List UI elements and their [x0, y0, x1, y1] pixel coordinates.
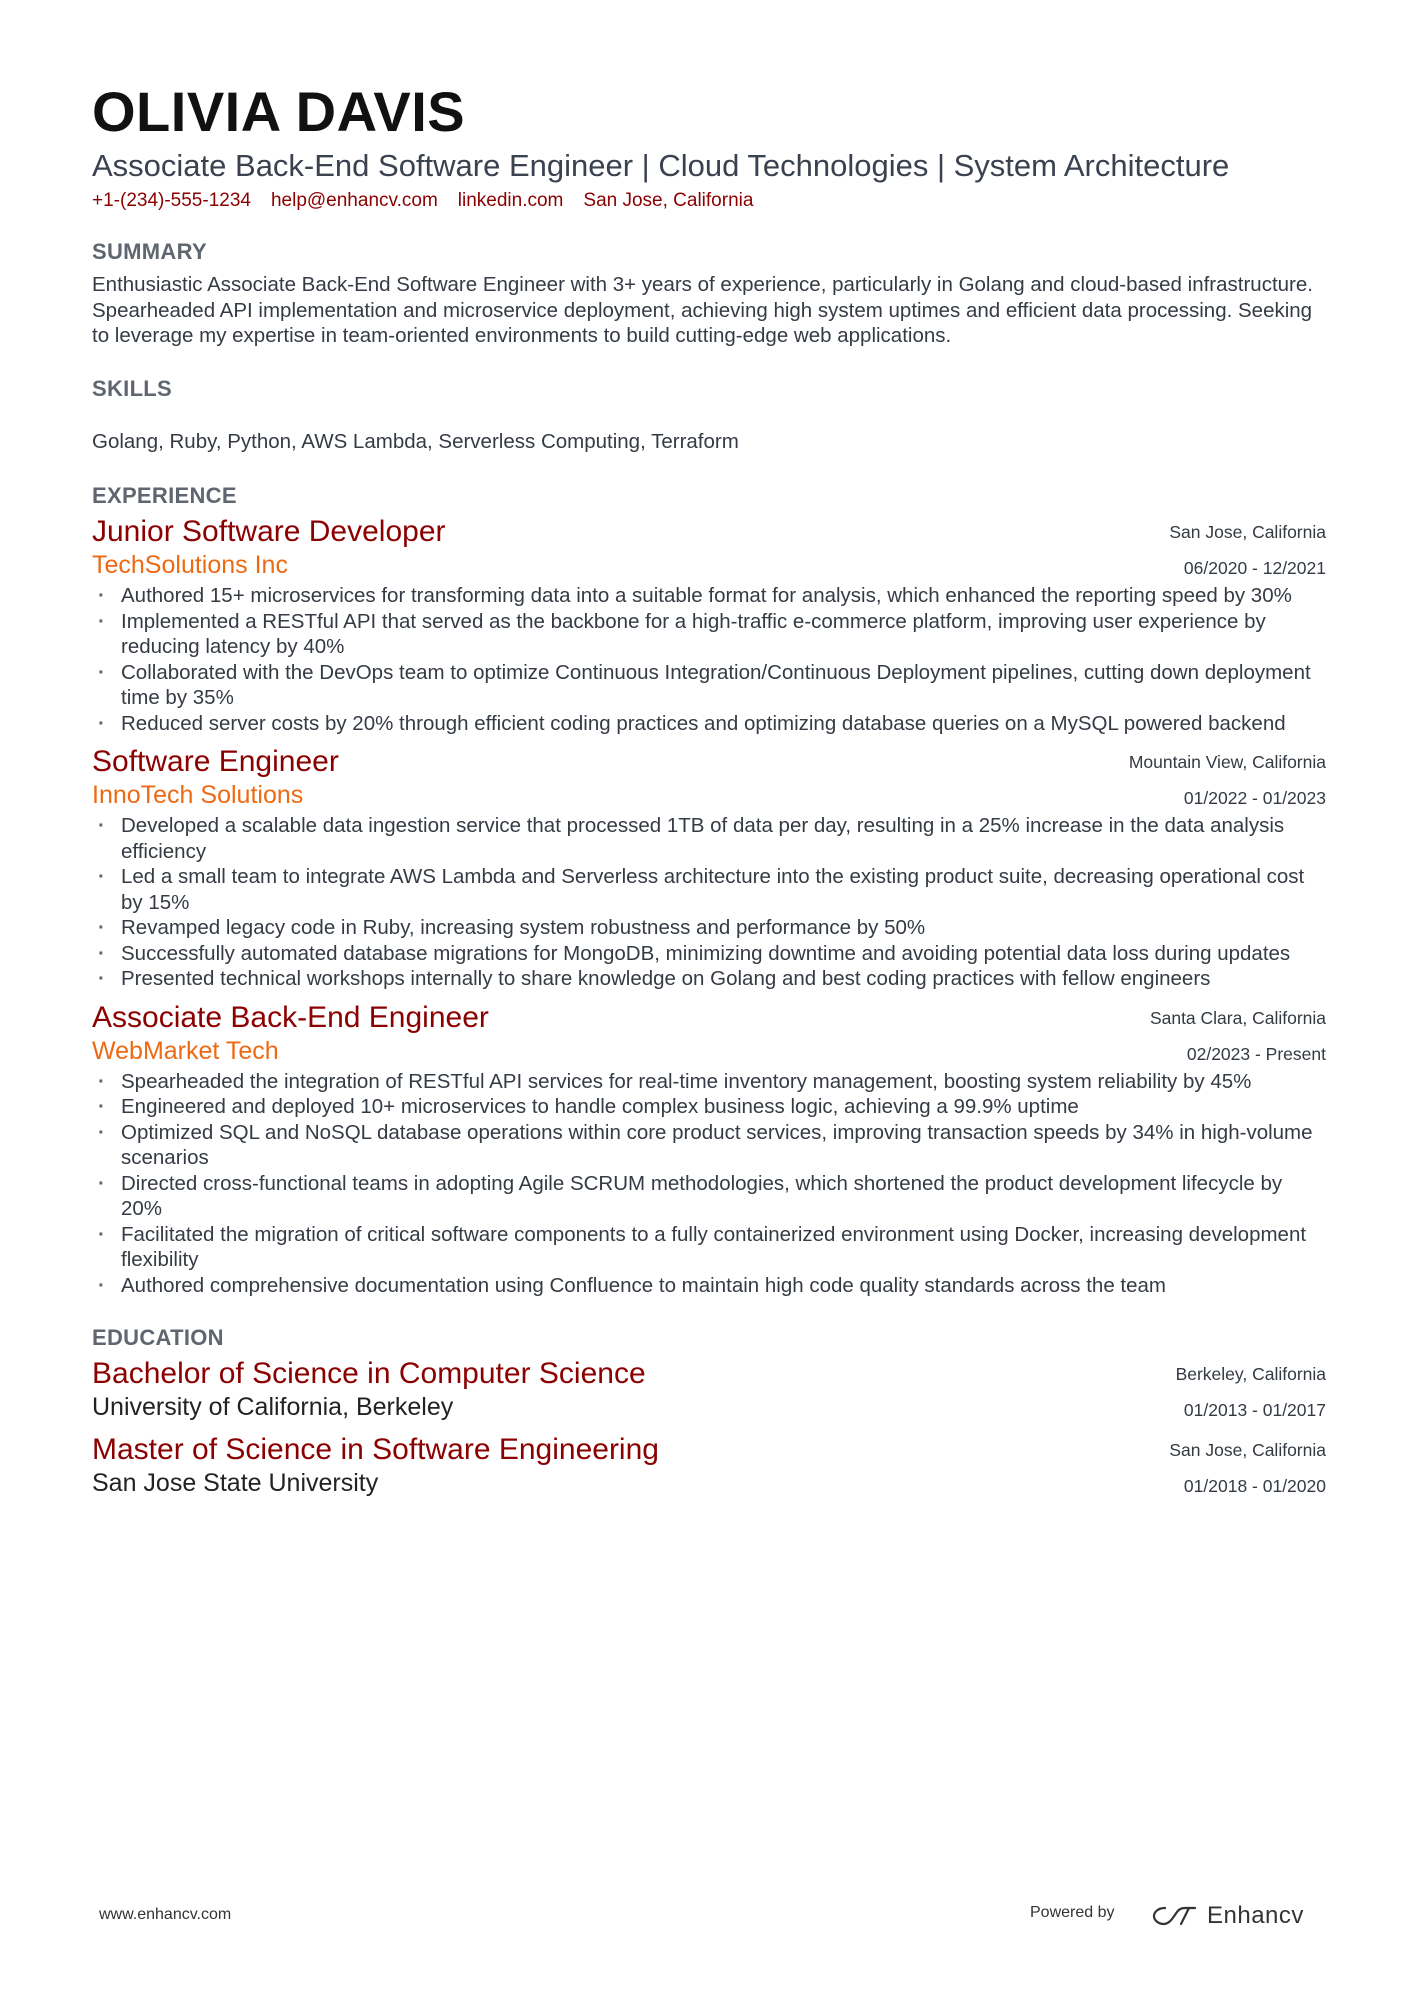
resume-page	[92, 80, 1326, 1498]
experience-heading: EXPERIENCE	[92, 483, 237, 508]
bullet-item: · Implemented a RESTful API that served as the backbone for a high-traffic e-commerce platform, improving user experience by reducing latency by 40%	[92, 609, 1326, 660]
bullet-item: · Presented technical workshops internally to share knowledge on Golang and best coding practices with fellow engineers	[92, 966, 1326, 992]
experience-section	[92, 482, 1326, 1298]
summary-heading: SUMMARY	[92, 239, 207, 264]
education-heading: EDUCATION	[92, 1325, 224, 1350]
skills-text: Golang, Ruby, Python, AWS Lambda, Serverless Computing, Terraform	[92, 429, 739, 453]
summary-section	[92, 238, 1326, 349]
company-name: InnoTech Solutions	[92, 781, 304, 809]
bullet-item: · Reduced server costs by 20% through efficient coding practices and optimizing database queries on a MySQL powered backend	[92, 711, 1326, 737]
bullet-item: · Directed cross-functional teams in adopting Agile SCRUM methodologies, which shortened the product development lifecycle by 20%	[92, 1171, 1326, 1222]
job-meta	[1150, 1000, 1326, 1072]
enhancv-logo[interactable]	[1151, 1902, 1304, 1930]
job-dates: 06/2020 - 12/2021	[1183, 558, 1326, 578]
education-meta	[1176, 1356, 1326, 1428]
education-dates: 01/2013 - 01/2017	[1183, 1400, 1326, 1420]
bullet-item: · Developed a scalable data ingestion service that processed 1TB of data per day, resulting in a 25% increase in the data analysis efficiency	[92, 813, 1326, 864]
job-location: San Jose, California	[1169, 522, 1326, 542]
experience-entry	[92, 744, 1326, 992]
bullet-item: · Spearheaded the integration of RESTful API services for real-time inventory management, boosting system reliability by 45%	[92, 1069, 1326, 1095]
education-meta	[1169, 1432, 1326, 1504]
bullet-item: · Authored comprehensive documentation using Confluence to maintain high code quality standards across the team	[92, 1273, 1326, 1299]
summary-text: Enthusiastic Associate Back-End Software Engineer with 3+ years of experience, particularly in Golang and cloud-based infrastructure. Spearheaded API implementation and microservice deployment, achieving high system uptimes and efficient data processing. Seeking to leverage my expertise in team-oriented environments to build cutting-edge web applications.	[92, 273, 1313, 347]
candidate-headline: Associate Back-End Software Engineer | Cloud Technologies | System Architecture	[92, 148, 1230, 183]
job-title: Software Engineer	[92, 745, 339, 778]
job-title: Associate Back-End Engineer	[92, 1000, 489, 1034]
job-dates: 02/2023 - Present	[1186, 1043, 1326, 1064]
footer-website-link[interactable]: www.enhancv.com	[99, 1906, 232, 1923]
bullet-item: · Facilitated the migration of critical software components to a fully containerized environment using Docker, increasing development flexibility	[92, 1222, 1326, 1273]
degree-title: Bachelor of Science in Computer Science	[92, 1357, 646, 1390]
bullet-item: · Revamped legacy code in Ruby, increasing system robustness and performance by 50%	[92, 915, 1326, 941]
bullet-item: · Authored 15+ microservices for transforming data into a suitable format for analysis, which enhanced the reporting speed by 30%	[92, 583, 1326, 609]
contact-linkedin[interactable]: linkedin.com	[457, 190, 564, 211]
job-bullets	[92, 1069, 1326, 1299]
experience-entry	[92, 514, 1326, 736]
company-name: WebMarket Tech	[92, 1036, 279, 1065]
degree-title: Master of Science in Software Engineering	[92, 1433, 659, 1466]
bullet-item: · Led a small team to integrate AWS Lambda and Serverless architecture into the existing product suite, decreasing operational cost by 15%	[92, 864, 1326, 915]
powered-by-label: Powered by	[1030, 1904, 1115, 1921]
enhancv-logo-text: Enhancv	[1207, 1902, 1304, 1929]
job-location: Santa Clara, California	[1149, 1007, 1326, 1028]
job-bullets	[92, 813, 1326, 992]
school-name: University of California, Berkeley	[92, 1393, 454, 1421]
enhancv-logo-icon	[1151, 1902, 1199, 1930]
job-meta	[1129, 744, 1326, 816]
school-name: San Jose State University	[92, 1469, 379, 1497]
bullet-item: · Collaborated with the DevOps team to optimize Continuous Integration/Continuous Deployment pipelines, cutting down deployment time by 35%	[92, 660, 1326, 711]
contact-phone[interactable]: +1-(234)-555-1234	[92, 190, 251, 211]
job-location: Mountain View, California	[1128, 752, 1326, 772]
education-section	[92, 1324, 1326, 1498]
education-location: San Jose, California	[1169, 1440, 1326, 1460]
job-dates: 01/2022 - 01/2023	[1183, 788, 1326, 808]
job-title: Junior Software Developer	[92, 515, 446, 548]
education-entry	[92, 1432, 1326, 1498]
candidate-name: OLIVIA DAVIS	[92, 80, 466, 143]
job-bullets	[92, 583, 1326, 736]
job-meta	[1169, 514, 1326, 586]
experience-entry	[92, 1000, 1326, 1299]
contact-email[interactable]: help@enhancv.com	[270, 190, 438, 211]
bullet-item: · Engineered and deployed 10+ microservices to handle complex business logic, achieving a 99.9% uptime	[92, 1094, 1326, 1120]
bullet-item: · Successfully automated database migrations for MongoDB, minimizing downtime and avoiding potential data loss during updates	[92, 941, 1326, 967]
bullet-item: · Optimized SQL and NoSQL database operations within core product services, improving transaction speeds by 34% in high-volume scenarios	[92, 1120, 1326, 1171]
resume-header	[92, 80, 1326, 214]
education-location: Berkeley, California	[1175, 1364, 1326, 1384]
page-footer	[99, 1902, 1309, 1932]
education-entry	[92, 1356, 1326, 1422]
company-name: TechSolutions Inc	[92, 551, 288, 579]
education-dates: 01/2018 - 01/2020	[1183, 1476, 1326, 1496]
contact-line	[92, 188, 1326, 214]
skills-section	[92, 375, 1326, 455]
skills-heading: SKILLS	[92, 375, 173, 401]
contact-location: San Jose, California	[583, 190, 754, 211]
